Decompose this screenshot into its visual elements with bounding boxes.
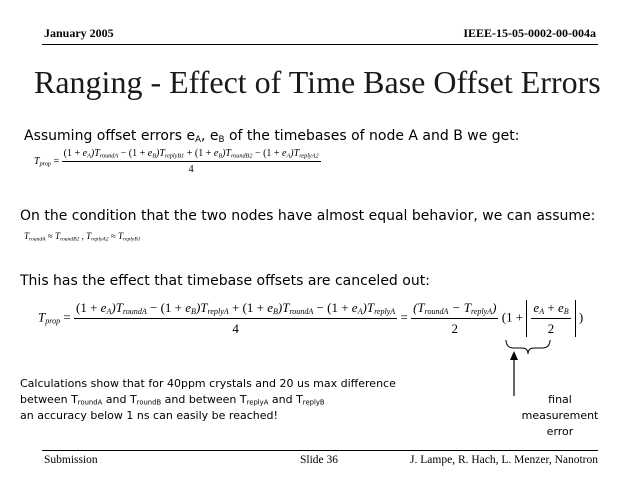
calc-line-1: Calculations show that for 40ppm crystals and 20 us max difference — [20, 377, 396, 390]
footer-submission: Submission — [44, 454, 98, 466]
final-error-note: final measurement error — [521, 393, 599, 438]
equation-assumption: $T_{roundA} \approx T_{roundB2}$ , $T_{replyA2} \approx T_{replyB1}$ — [24, 231, 141, 243]
footer-authors: J. Lampe, R. Hach, L. Menzer, Nanotron — [410, 454, 598, 466]
intro-text: Assuming offset errors $e_A$, $e_B$ of the timebases of node A and B we get: — [24, 128, 520, 146]
header-doc-id: IEEE-15-05-0002-00-004a — [463, 26, 596, 40]
header-date: January 2005 — [44, 26, 114, 40]
condition-text: On the condition that the two nodes have almost equal behavior, we can assume: — [20, 208, 596, 224]
error-brace-arrow — [470, 338, 560, 400]
equation-tprop-result: $T_{prop}$ = $(1 + e_A)T_{roundA} - (1 + e_B)T_{replyA} + (1 + e_B)T_{roundA} - (1 + e_A)T_{replyA}$ 4 = $\frac{(T_{roundA} - T_{replyA})}{2}$ (1 + $\frac{e_A + e_B}{2}$ ) — [38, 300, 584, 336]
footer-slide-number: Slide 36 — [300, 454, 339, 466]
equation-fraction: $(1 + e_A)T_{roundA} - (1 + e_B)T_{replyB1} + (1 + e_B)T_{roundB2} - (1 + e_A)T_{replyA2}$ 4 — [63, 148, 319, 175]
slide-title: Ranging - Effect of Time Base Offset Errors — [34, 64, 601, 100]
calc-line-3: an accuracy below 1 ns can easily be reached! — [20, 409, 278, 422]
arrow-head — [510, 351, 518, 360]
calculation-note — [20, 376, 396, 424]
equation-fraction-main: $(1 + e_A)T_{roundA} - (1 + e_B)T_{replyA} + (1 + e_B)T_{roundA} - (1 + e_A)T_{replyA}$ 4 — [75, 300, 396, 336]
equation-fraction-offset: $\frac{e_A + e_B}{2}$ — [526, 300, 575, 337]
equation-fraction-difference: $\frac{(T_{roundA} - T_{replyA})}{2}$ — [413, 300, 497, 336]
equation-tprop-general: $T_{prop}$ = $(1 + e_A)T_{roundA} - (1 + e_B)T_{replyB1} + (1 + e_B)T_{roundB2} - (1 + e_A)T_{replyA2}$ 4 — [34, 148, 319, 175]
footer-rule — [42, 450, 598, 451]
header-rule — [42, 44, 598, 45]
calc-line-2: between $T_{roundA}$ and $T_{roundB}$ and between $T_{replyA}$ and $T_{replyB}$ — [20, 393, 325, 407]
cancel-text: This has the effect that timebase offsets are canceled out: — [20, 273, 430, 289]
underbrace-shape — [506, 340, 550, 354]
